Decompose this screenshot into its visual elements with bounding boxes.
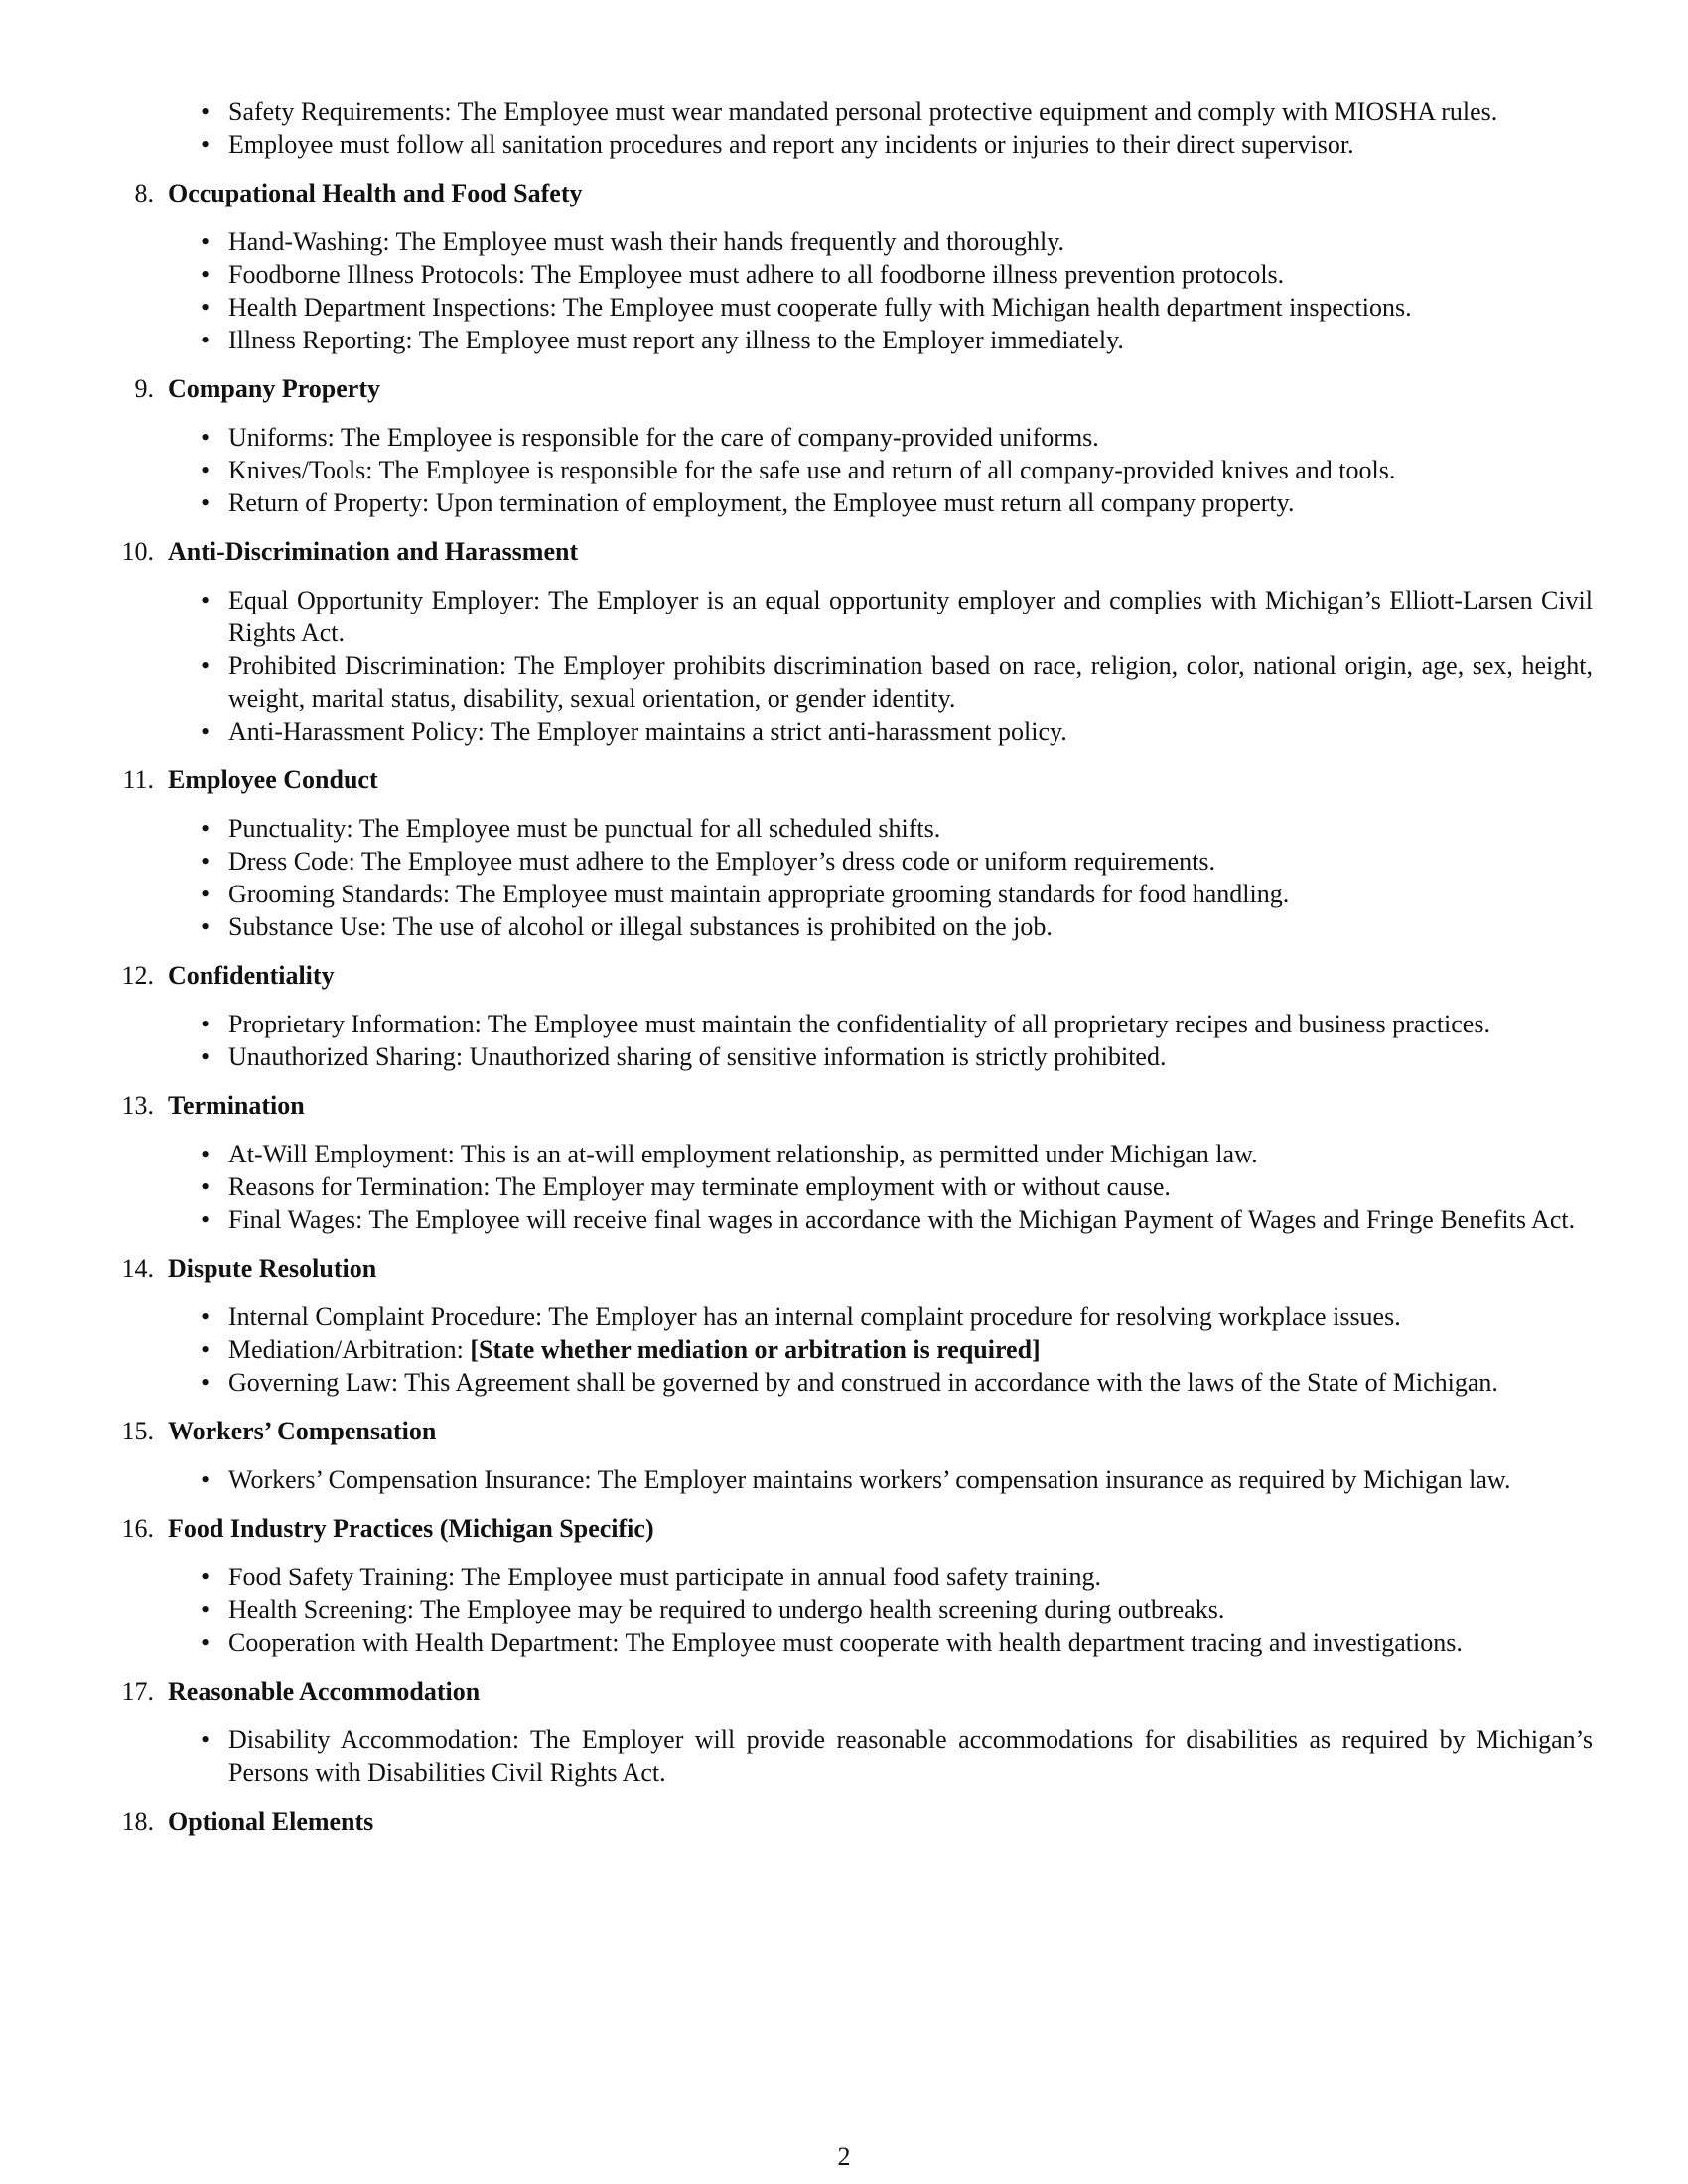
section-heading bbox=[0, 535, 1688, 568]
section-heading bbox=[0, 1415, 1688, 1447]
list-item bbox=[228, 1333, 1593, 1366]
list-item: • Punctuality: The Employee must be punctual for all scheduled shifts. bbox=[228, 812, 1593, 845]
section-bullet-list bbox=[0, 812, 1593, 943]
section-heading bbox=[0, 1805, 1688, 1838]
section-bullet-list bbox=[0, 1138, 1593, 1236]
section-number: 11. bbox=[122, 765, 154, 794]
list-item: • Hand-Washing: The Employee must wash their hands frequently and thoroughly. bbox=[228, 225, 1593, 258]
list-item: • Cooperation with Health Department: The Employee must cooperate with health department tracing and investigations. bbox=[228, 1626, 1593, 1659]
list-item: • Knives/Tools: The Employee is responsible for the safe use and return of all company-provided knives and tools. bbox=[228, 454, 1593, 486]
section-heading bbox=[0, 959, 1688, 992]
list-item: • Anti-Harassment Policy: The Employer maintains a strict anti-harassment policy. bbox=[228, 715, 1593, 748]
list-item: • Health Department Inspections: The Employee must cooperate fully with Michigan health department inspections. bbox=[228, 291, 1593, 324]
list-item: • Uniforms: The Employee is responsible for the care of company-provided uniforms. bbox=[228, 421, 1593, 454]
list-item: • Workers’ Compensation Insurance: The Employer maintains workers’ compensation insurance as required by Michigan law. bbox=[228, 1463, 1593, 1496]
list-item: • Disability Accommodation: The Employer will provide reasonable accommodations for disabilities as required by Michigan’s Persons with Disabilities Civil Rights Act. bbox=[228, 1723, 1593, 1789]
list-item: • Reasons for Termination: The Employer may terminate employment with or without cause. bbox=[228, 1170, 1593, 1203]
section-number: 9. bbox=[134, 374, 154, 403]
section-heading bbox=[0, 1252, 1688, 1285]
section-title: Termination bbox=[168, 1091, 305, 1120]
list-item: • Unauthorized Sharing: Unauthorized sharing of sensitive information is strictly prohibited. bbox=[228, 1040, 1593, 1073]
list-item: • Proprietary Information: The Employee must maintain the confidentiality of all proprietary recipes and business practices. bbox=[228, 1008, 1593, 1040]
section-number: 14. bbox=[121, 1254, 154, 1283]
section-title: Confidentiality bbox=[168, 961, 335, 990]
section-bullet-list bbox=[0, 1008, 1593, 1073]
document-body bbox=[0, 95, 1688, 1853]
list-item: • Return of Property: Upon termination of employment, the Employee must return all company property. bbox=[228, 486, 1593, 519]
mediation-placeholder: [State whether mediation or arbitration is required] bbox=[470, 1335, 1041, 1364]
list-item: • Equal Opportunity Employer: The Employer is an equal opportunity employer and complies with Michigan’s Elliott-Larsen Civil Rights Act. bbox=[228, 584, 1593, 649]
section-title: Workers’ Compensation bbox=[168, 1417, 437, 1445]
list-item: • Illness Reporting: The Employee must report any illness to the Employer immediately. bbox=[228, 324, 1593, 356]
list-item: • Food Safety Training: The Employee must participate in annual food safety training. bbox=[228, 1561, 1593, 1593]
section-number: 18. bbox=[121, 1807, 154, 1836]
section-heading bbox=[0, 372, 1688, 405]
section-number: 15. bbox=[121, 1417, 154, 1445]
section-title: Reasonable Accommodation bbox=[168, 1677, 481, 1706]
list-item: • Health Screening: The Employee may be required to undergo health screening during outbreaks. bbox=[228, 1593, 1593, 1626]
section-title: Occupational Health and Food Safety bbox=[168, 179, 583, 207]
list-item: • Final Wages: The Employee will receive final wages in accordance with the Michigan Payment of Wages and Fringe Benefits Act. bbox=[228, 1203, 1593, 1236]
list-item: • Governing Law: This Agreement shall be governed by and construed in accordance with the laws of the State of Michigan. bbox=[228, 1366, 1593, 1399]
list-item: • At-Will Employment: This is an at-will employment relationship, as permitted under Michigan law. bbox=[228, 1138, 1593, 1170]
section-number: 12. bbox=[121, 961, 154, 990]
list-item: • Dress Code: The Employee must adhere to the Employer’s dress code or uniform requirements. bbox=[228, 845, 1593, 878]
mediation-label: Mediation/Arbitration: bbox=[228, 1335, 464, 1364]
section-number: 16. bbox=[121, 1514, 154, 1543]
list-item: • Grooming Standards: The Employee must maintain appropriate grooming standards for food handling. bbox=[228, 878, 1593, 910]
section-title: Employee Conduct bbox=[168, 765, 378, 794]
section-number: 13. bbox=[121, 1091, 154, 1120]
list-item: • Substance Use: The use of alcohol or illegal substances is prohibited on the job. bbox=[228, 910, 1593, 943]
section-bullet-list bbox=[0, 421, 1593, 519]
section-bullet-list bbox=[0, 1463, 1593, 1496]
section-number: 10. bbox=[121, 537, 154, 566]
section-bullet-list bbox=[0, 1723, 1593, 1789]
section-bullet-list bbox=[0, 225, 1593, 356]
section-heading bbox=[0, 177, 1688, 209]
section-heading bbox=[0, 1089, 1688, 1122]
section-number: 8. bbox=[134, 179, 154, 207]
section-bullet-list bbox=[0, 1300, 1593, 1399]
list-item: • Safety Requirements: The Employee must wear mandated personal protective equipment and comply with MIOSHA rules. bbox=[228, 95, 1593, 128]
section-title: Anti-Discrimination and Harassment bbox=[168, 537, 579, 566]
intro-bullet-list bbox=[0, 95, 1593, 161]
section-heading bbox=[0, 763, 1688, 796]
section-number: 17. bbox=[121, 1677, 154, 1706]
section-title: Optional Elements bbox=[168, 1807, 374, 1836]
list-item: • Foodborne Illness Protocols: The Employee must adhere to all foodborne illness prevention protocols. bbox=[228, 258, 1593, 291]
page-number: 2 bbox=[837, 2142, 851, 2171]
section-heading bbox=[0, 1675, 1688, 1707]
list-item: • Prohibited Discrimination: The Employer prohibits discrimination based on race, religion, color, national origin, age, sex, height, weight, marital status, disability, sexual orientation, or gender identity. bbox=[228, 649, 1593, 715]
section-title: Company Property bbox=[168, 374, 381, 403]
list-item: • Internal Complaint Procedure: The Employer has an internal complaint procedure for resolving workplace issues. bbox=[228, 1300, 1593, 1333]
section-title: Dispute Resolution bbox=[168, 1254, 377, 1283]
list-item: • Employee must follow all sanitation procedures and report any incidents or injuries to their direct supervisor. bbox=[228, 128, 1593, 161]
section-heading bbox=[0, 1512, 1688, 1545]
section-bullet-list bbox=[0, 1561, 1593, 1659]
section-bullet-list bbox=[0, 584, 1593, 748]
section-title: Food Industry Practices (Michigan Specific) bbox=[168, 1514, 654, 1543]
